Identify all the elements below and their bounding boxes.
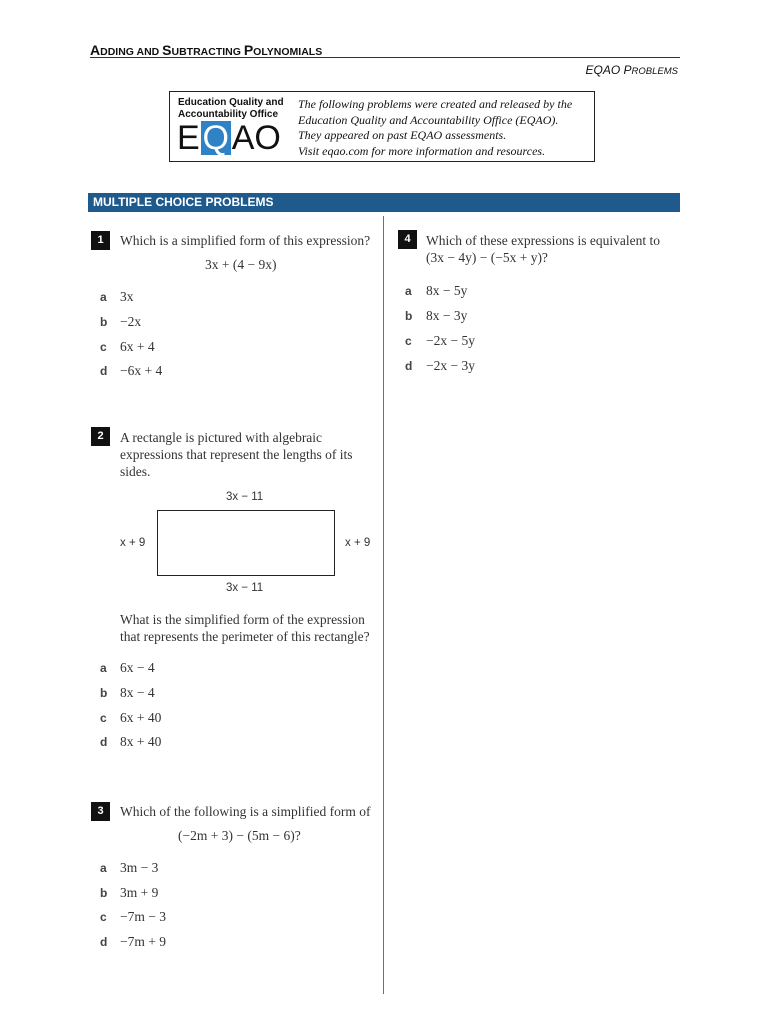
option-letter: b — [100, 886, 108, 900]
eqao-logo — [177, 121, 281, 155]
description-line: They appeared on past EQAO assessments. — [298, 128, 507, 142]
question-text — [426, 232, 660, 266]
option-d: −2x − 3y — [426, 358, 475, 373]
question-expression: 3x + (4 − 9x) — [205, 257, 277, 272]
rectangle-top-label: 3x − 11 — [226, 491, 264, 503]
option-b: 3m + 9 — [120, 885, 159, 900]
subtitle-part: ROBLEMS — [631, 66, 678, 77]
question-line: A rectangle is pictured with algebraic — [120, 430, 323, 445]
rectangle-left-label: x + 9 — [120, 537, 146, 549]
eqao-info-box — [169, 91, 595, 162]
question-number-badge: 1 — [91, 231, 110, 250]
option-letter: d — [100, 935, 108, 949]
document-title — [90, 42, 322, 58]
title-part: S — [162, 42, 172, 58]
option-letter: d — [100, 364, 108, 378]
org-line: Education Quality and — [178, 97, 284, 108]
option-c: −2x − 5y — [426, 333, 475, 348]
option-d: −7m + 9 — [120, 934, 166, 949]
logo-letters: AO — [231, 119, 281, 157]
option-letter: a — [405, 284, 412, 298]
title-part: A — [90, 42, 101, 58]
option-letter: c — [100, 340, 107, 354]
logo-q-block: Q — [202, 119, 229, 157]
question-prompt — [120, 611, 370, 645]
section-banner — [88, 193, 680, 212]
eqao-description — [298, 97, 593, 159]
option-b: 8x − 4 — [120, 685, 155, 700]
question-line: (3x − 4y) − (−5x + y)? — [426, 250, 548, 265]
description-line: Education Quality and Accountability Office (EQAO). — [298, 112, 559, 127]
option-a: 8x − 5y — [426, 283, 468, 298]
rectangle-diagram — [157, 510, 335, 576]
option-d: −6x + 4 — [120, 363, 163, 378]
org-line: Accountability Office — [178, 109, 279, 120]
option-d: 8x + 40 — [120, 734, 162, 749]
option-c: −7m − 3 — [120, 909, 166, 924]
option-letter: b — [405, 309, 413, 323]
question-text: Which of the following is a simplified form of — [120, 804, 371, 819]
section-title: MULTIPLE CHOICE PROBLEMS — [93, 195, 274, 209]
logo-letter: E — [177, 119, 200, 157]
option-letter: d — [100, 735, 108, 749]
option-letter: b — [100, 315, 108, 329]
eqao-org-name — [178, 97, 288, 121]
option-letter: a — [100, 861, 107, 875]
option-letter: c — [405, 334, 412, 348]
rectangle-bottom-label: 3x − 11 — [226, 582, 264, 594]
option-letter: a — [100, 290, 107, 304]
option-c: 6x + 4 — [120, 339, 155, 354]
question-text: Which is a simplified form of this expression? — [120, 233, 371, 248]
title-part: OLYNOMIALS — [253, 46, 323, 58]
question-line: What is the simplified form of the expression — [120, 612, 365, 627]
question-expression: (−2m + 3) − (5m − 6)? — [178, 828, 301, 843]
description-line: The following problems were created and released by the — [298, 97, 573, 111]
question-number-badge: 3 — [91, 802, 110, 821]
option-b: −2x — [120, 314, 142, 329]
question-text — [120, 429, 352, 480]
column-divider — [383, 216, 384, 994]
option-a: 3m − 3 — [120, 860, 159, 875]
question-line: expressions that represent the lengths of its — [120, 447, 353, 462]
rectangle-right-label: x + 9 — [345, 537, 371, 549]
option-a: 6x − 4 — [120, 660, 155, 675]
question-number-badge: 4 — [398, 230, 417, 249]
title-part: UBTRACTING — [171, 46, 244, 58]
document-subtitle — [586, 63, 678, 77]
question-line: sides. — [120, 464, 151, 479]
option-letter: b — [100, 686, 108, 700]
option-c: 6x + 40 — [120, 710, 162, 725]
subtitle-part: EQAO P — [585, 63, 632, 77]
option-letter: a — [100, 661, 107, 675]
option-b: 8x − 3y — [426, 308, 468, 323]
title-rule — [90, 57, 680, 58]
title-part: DDING AND — [100, 46, 163, 58]
option-letter: d — [405, 359, 413, 373]
title-part: P — [243, 42, 254, 58]
option-letter: c — [100, 910, 107, 924]
option-letter: c — [100, 711, 107, 725]
question-line: Which of these expressions is equivalent to — [426, 233, 660, 248]
description-line: Visit eqao.com for more information and resources. — [298, 143, 546, 158]
question-number-badge: 2 — [91, 427, 110, 446]
option-a: 3x — [120, 289, 134, 304]
question-line: that represents the perimeter of this rectangle? — [120, 629, 370, 644]
